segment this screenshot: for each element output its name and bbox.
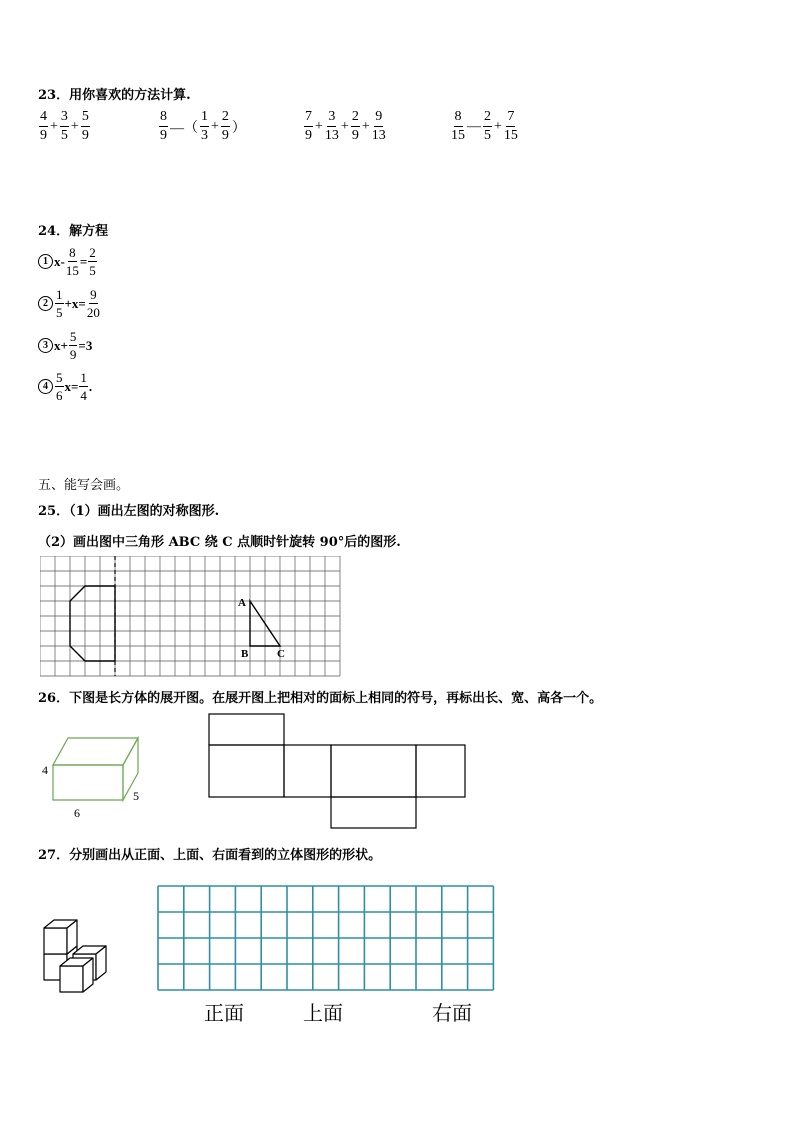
q23-expr-2: $\frac{8}{9}$ —（ $\frac{1}{3}$ + $\frac{2}{9}$ ） [160,109,246,143]
net-face [209,745,284,797]
q24-eq-4: 4 $\frac{5}{6}$ x= $\frac{1}{4}$ . [38,371,92,402]
square-grid [158,886,493,990]
fraction: $\frac{4}{9}$ [40,109,47,143]
fraction: $\frac{7}{9}$ [305,109,312,143]
cuboid-net [205,710,470,832]
square-grid [40,556,340,676]
circled-number: 2 [38,296,53,311]
left-shape [70,586,115,661]
q23-expr-1: $\frac{4}{9}$ + $\frac{3}{5}$ + $\frac{5}{9}$ [40,109,89,143]
q25-title: 25．（1）画出左图的对称图形. [38,504,220,519]
q25-grid-figure [40,556,342,678]
caption-top: 上面 [303,1001,343,1025]
net-face [331,745,416,797]
q26-title: 26．下图是长方体的展开图。在展开图上把相对的面标上相同的符号，再标出长、宽、高各一个。 [38,691,603,706]
fraction: $\frac{3}{5}$ [60,109,68,143]
fraction: $\frac{2}{9}$ [221,109,229,143]
q24-eq-3: 3 x+ $\frac{5}{9}$ =3 [38,330,92,361]
net-face [331,797,416,828]
net-face [209,714,284,745]
fraction: $\frac{5}{9}$ [81,109,89,143]
q23-title: 23．用你喜欢的方法计算. [38,88,191,103]
fraction: $\frac{1}{3}$ [201,109,208,143]
circled-number: 1 [38,254,53,269]
q23-expr-3: $\frac{7}{9}$ + $\frac{3}{13}$ + $\frac{2}{9}$ + $\frac{9}{13}$ [305,109,386,143]
q24-title: 24．解方程 [38,224,109,239]
fraction: $\frac{8}{15}$ [451,109,465,143]
fraction: $\frac{2}{5}$ [484,109,491,143]
cube-stack-figure [38,912,113,997]
cuboid-figure [38,730,158,825]
label-b: B [241,648,249,660]
cuboid-front [53,765,123,800]
fraction: $\frac{2}{9}$ [351,109,359,143]
dim-height: 4 [42,763,48,777]
caption-front: 正面 [204,1001,244,1025]
circled-number: 3 [38,338,53,353]
q27-title: 27．分别画出从正面、上面、右面看到的立体图形的形状。 [38,848,382,863]
net-face [416,745,465,797]
circled-number: 4 [38,379,53,394]
fraction: $\frac{9}{13}$ [371,109,386,143]
fraction: $\frac{8}{9}$ [160,109,167,143]
dim-width: 5 [133,789,139,803]
q24-eq-1: 1 x- $\frac{8}{15}$ = $\frac{2}{5}$ [38,246,98,277]
fraction: $\frac{7}{15}$ [503,109,518,143]
q24-eq-2: 2 $\frac{1}{5}$ +x= $\frac{9}{20}$ [38,288,101,319]
caption-right: 右面 [432,1001,472,1025]
q23-expr-4: $\frac{8}{15}$ — $\frac{2}{5}$ + $\frac{7}{15}$ [451,109,518,143]
section-title: 五、能写会画。 [38,478,130,493]
q27-answer-grid [157,885,497,995]
dim-length: 6 [74,806,80,820]
net-face [284,745,331,797]
q25-subtitle: （2）画出图中三角形 ABC 绕 C 点顺时针旋转 90°后的图形. [38,535,401,550]
fraction: $\frac{3}{13}$ [324,109,339,143]
label-c: C [277,648,285,660]
label-a: A [238,597,246,609]
